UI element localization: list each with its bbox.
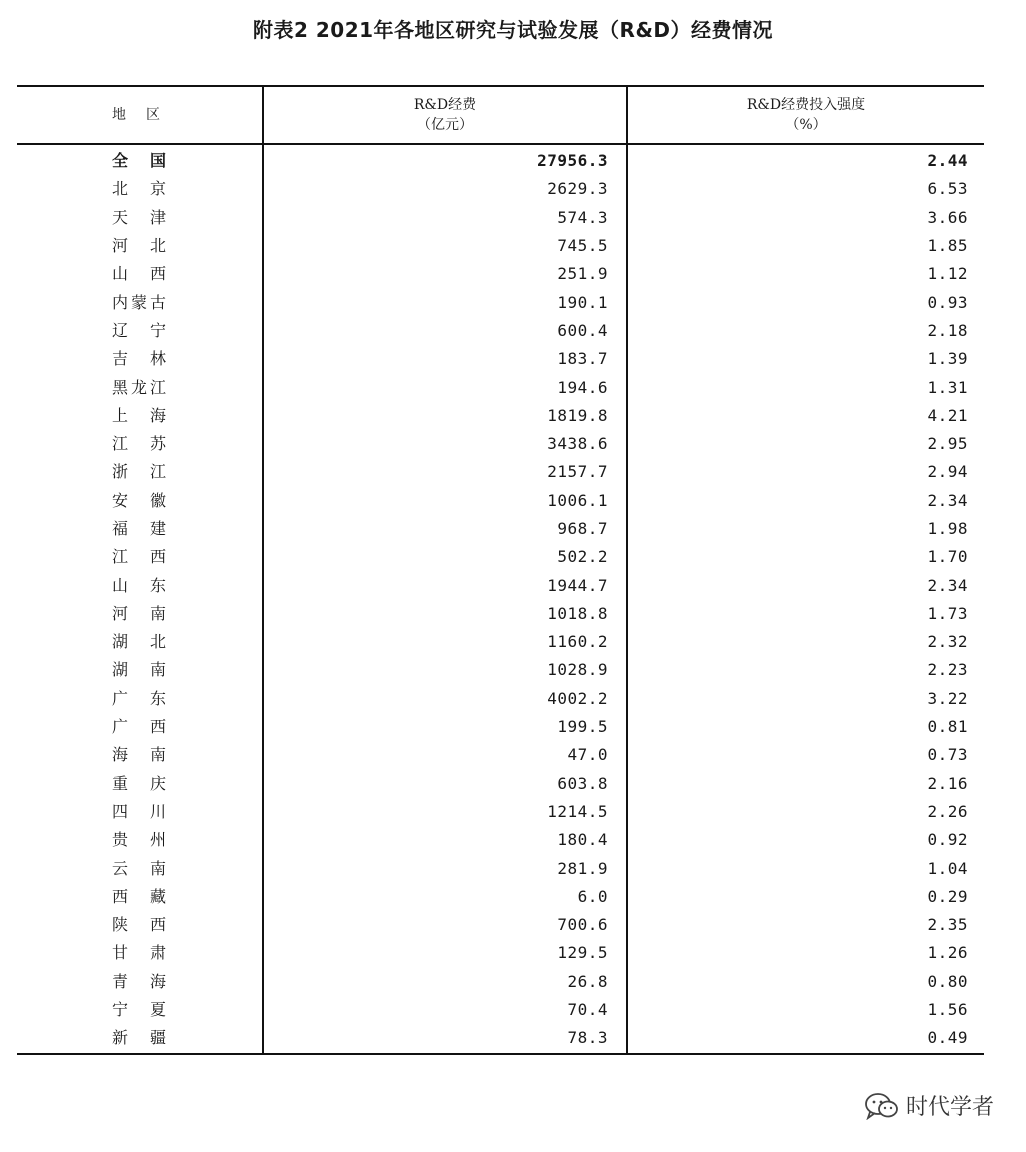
- cell-region: [17, 656, 263, 684]
- table-row: [17, 685, 984, 713]
- cell-expenditure: 574.3: [263, 204, 627, 232]
- cell-region: [17, 144, 263, 175]
- cell-expenditure: 1018.8: [263, 600, 627, 628]
- table-row: [17, 939, 984, 967]
- cell-expenditure: 2157.7: [263, 458, 627, 486]
- region-name: 湖北: [112, 632, 166, 652]
- cell-region: [17, 288, 263, 316]
- cell-intensity: 1.26: [927, 943, 968, 963]
- cell-intensity: 2.35: [927, 915, 968, 935]
- region-name: 重庆: [112, 773, 166, 793]
- cell-expenditure: 183.7: [263, 345, 627, 373]
- table-row: [17, 1024, 984, 1053]
- table-row: [17, 402, 984, 430]
- region-name: 贵州: [112, 830, 166, 850]
- region-name: 天津: [112, 207, 166, 227]
- region-name: 江苏: [112, 434, 166, 454]
- cell-expenditure: 4002.2: [263, 685, 627, 713]
- region-name: 山西: [112, 264, 166, 284]
- cell-region: [17, 854, 263, 882]
- cell-expenditure: 70.4: [263, 996, 627, 1024]
- table-row: [17, 345, 984, 373]
- cell-expenditure: 251.9: [263, 260, 627, 288]
- cell-region: [17, 543, 263, 571]
- rd-expenditure-table: [17, 85, 984, 1055]
- cell-region: [17, 628, 263, 656]
- column-header-intensity: [627, 86, 984, 144]
- cell-region: [17, 911, 263, 939]
- table-row: [17, 260, 984, 288]
- table-row: [17, 656, 984, 684]
- cell-intensity: 2.23: [927, 660, 968, 680]
- region-name: 广西: [112, 717, 166, 737]
- cell-expenditure: 1028.9: [263, 656, 627, 684]
- cell-intensity: 1.85: [927, 236, 968, 256]
- region-name: 宁夏: [112, 1000, 166, 1020]
- cell-region: [17, 996, 263, 1024]
- region-name: 辽宁: [112, 320, 166, 340]
- cell-region: [17, 317, 263, 345]
- cell-expenditure: 199.5: [263, 713, 627, 741]
- region-name: 内蒙古: [112, 292, 166, 312]
- table-row: [17, 741, 984, 769]
- cell-intensity: 1.31: [927, 377, 968, 397]
- cell-intensity: 2.16: [927, 773, 968, 793]
- cell-expenditure: 502.2: [263, 543, 627, 571]
- cell-region: [17, 260, 263, 288]
- cell-region: [17, 600, 263, 628]
- cell-expenditure: 600.4: [263, 317, 627, 345]
- cell-intensity: 1.39: [927, 349, 968, 369]
- cell-expenditure: 47.0: [263, 741, 627, 769]
- cell-expenditure: 281.9: [263, 854, 627, 882]
- cell-expenditure: 745.5: [263, 232, 627, 260]
- table-row: [17, 543, 984, 571]
- cell-intensity: 1.73: [927, 603, 968, 623]
- cell-expenditure: 1819.8: [263, 402, 627, 430]
- region-name: 上海: [112, 405, 166, 425]
- cell-intensity: 3.22: [927, 688, 968, 708]
- region-name: 河北: [112, 236, 166, 256]
- table-row: [17, 515, 984, 543]
- table-row: [17, 826, 984, 854]
- table-title: 附表2 2021年各地区研究与试验发展（R&D）经费情况: [253, 18, 773, 42]
- intensity-header-line1: R&D经费投入强度: [746, 97, 866, 113]
- cell-intensity: 2.34: [927, 575, 968, 595]
- cell-intensity: 0.29: [927, 886, 968, 906]
- table-row: [17, 232, 984, 260]
- cell-expenditure: 1944.7: [263, 571, 627, 599]
- table-row: [17, 883, 984, 911]
- cell-intensity: 2.18: [927, 320, 968, 340]
- cell-expenditure: 190.1: [263, 288, 627, 316]
- cell-intensity: 0.80: [927, 971, 968, 991]
- region-name: 江西: [112, 547, 166, 567]
- cell-intensity: 6.53: [927, 179, 968, 199]
- cell-expenditure: 180.4: [263, 826, 627, 854]
- table-row: [17, 571, 984, 599]
- region-name: 四川: [112, 801, 166, 821]
- table-row: [17, 854, 984, 882]
- data-table-container: [17, 85, 984, 1055]
- cell-intensity: 1.12: [927, 264, 968, 284]
- cell-intensity: 2.26: [927, 801, 968, 821]
- cell-intensity: 0.93: [927, 292, 968, 312]
- cell-region: [17, 373, 263, 401]
- region-name: 甘肃: [112, 943, 166, 963]
- cell-region: [17, 968, 263, 996]
- cell-region: [17, 487, 263, 515]
- cell-region: [17, 798, 263, 826]
- cell-region: [17, 458, 263, 486]
- cell-intensity: 2.95: [927, 434, 968, 454]
- cell-region: [17, 345, 263, 373]
- cell-region: [17, 826, 263, 854]
- cell-intensity: 1.56: [927, 1000, 968, 1020]
- cell-intensity: 2.34: [927, 490, 968, 510]
- cell-expenditure: 1006.1: [263, 487, 627, 515]
- cell-region: [17, 571, 263, 599]
- cell-intensity: 1.04: [927, 858, 968, 878]
- table-row: [17, 430, 984, 458]
- table-row: [17, 175, 984, 203]
- cell-expenditure: 27956.3: [263, 144, 627, 175]
- column-header-expenditure: [263, 86, 627, 144]
- expenditure-header-line1: R&D经费: [413, 97, 477, 113]
- table-row: [17, 770, 984, 798]
- table-row: [17, 373, 984, 401]
- table-row: [17, 713, 984, 741]
- cell-region: [17, 1024, 263, 1053]
- cell-region: [17, 741, 263, 769]
- cell-region: [17, 713, 263, 741]
- cell-region: [17, 770, 263, 798]
- cell-expenditure: 78.3: [263, 1024, 627, 1053]
- region-name: 北京: [112, 179, 166, 199]
- expenditure-header-line2: （亿元）: [417, 117, 473, 133]
- cell-intensity: 1.70: [927, 547, 968, 567]
- table-row: [17, 911, 984, 939]
- region-name: 河南: [112, 603, 166, 623]
- cell-region: [17, 204, 263, 232]
- table-row: [17, 628, 984, 656]
- region-name: 青海: [112, 971, 166, 991]
- cell-intensity: 2.94: [927, 462, 968, 482]
- region-name: 安徽: [112, 490, 166, 510]
- cell-intensity: 3.66: [927, 207, 968, 227]
- table-row: [17, 968, 984, 996]
- region-name: 全国: [112, 151, 166, 171]
- table-row: [17, 487, 984, 515]
- table-row: [17, 317, 984, 345]
- table-row-total: [17, 144, 984, 175]
- region-name: 福建: [112, 519, 166, 538]
- region-name: 广东: [112, 688, 166, 708]
- cell-expenditure: 603.8: [263, 770, 627, 798]
- cell-region: [17, 515, 263, 543]
- cell-expenditure: 26.8: [263, 968, 627, 996]
- region-name: 海南: [112, 745, 166, 765]
- cell-region: [17, 685, 263, 713]
- region-name: 陕西: [112, 915, 166, 935]
- cell-expenditure: 1214.5: [263, 798, 627, 826]
- cell-region: [17, 883, 263, 911]
- cell-intensity: 0.92: [927, 830, 968, 850]
- region-name: 湖南: [112, 660, 166, 680]
- cell-region: [17, 402, 263, 430]
- table-row: [17, 288, 984, 316]
- region-name: 浙江: [112, 462, 166, 482]
- region-name: 山东: [112, 575, 166, 595]
- cell-expenditure: 2629.3: [263, 175, 627, 203]
- watermark: [864, 1090, 994, 1121]
- region-name: 吉林: [112, 349, 166, 369]
- cell-intensity: 2.32: [927, 632, 968, 652]
- cell-region: [17, 175, 263, 203]
- table-row: [17, 458, 984, 486]
- cell-expenditure: 3438.6: [263, 430, 627, 458]
- table-row: [17, 600, 984, 628]
- cell-intensity: 1.98: [927, 519, 968, 538]
- region-name: 云南: [112, 858, 166, 878]
- column-header-region: 地区: [17, 86, 263, 144]
- table-header-row: [17, 86, 984, 144]
- cell-region: [17, 232, 263, 260]
- cell-intensity: 0.81: [927, 717, 968, 737]
- cell-intensity: 2.44: [927, 151, 968, 171]
- table-row: [17, 204, 984, 232]
- region-name: 新疆: [112, 1028, 166, 1048]
- region-name: 西藏: [112, 886, 166, 906]
- intensity-header-line2: （%）: [785, 117, 827, 133]
- watermark-text: 时代学者: [905, 1095, 994, 1120]
- cell-expenditure: 700.6: [263, 911, 627, 939]
- cell-expenditure: 6.0: [263, 883, 627, 911]
- cell-expenditure: 1160.2: [263, 628, 627, 656]
- cell-intensity: 4.21: [927, 405, 968, 425]
- cell-intensity: 0.73: [927, 745, 968, 765]
- cell-region: [17, 939, 263, 967]
- cell-intensity: 0.49: [627, 1024, 984, 1053]
- cell-expenditure: 194.6: [263, 373, 627, 401]
- region-name: 黑龙江: [112, 377, 166, 397]
- cell-region: [17, 430, 263, 458]
- wechat-icon: [864, 1092, 900, 1120]
- table-row: [17, 996, 984, 1024]
- table-body: [17, 144, 984, 1054]
- cell-expenditure: 968.7: [263, 515, 627, 543]
- cell-expenditure: 129.5: [263, 939, 627, 967]
- table-row: [17, 798, 984, 826]
